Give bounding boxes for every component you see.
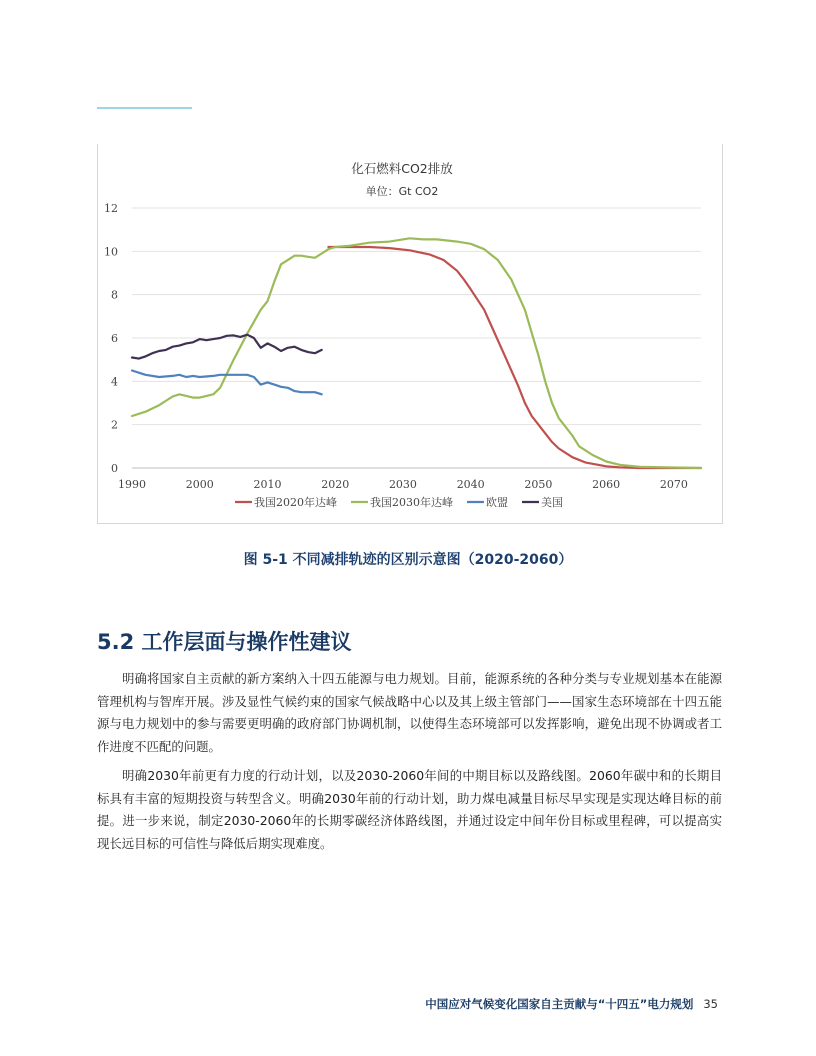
x-tick-label: 2020: [321, 478, 350, 491]
x-tick-label: 2040: [456, 478, 485, 491]
x-tick-label: 2070: [659, 478, 688, 491]
chart-series: [132, 238, 701, 468]
chart-subtitle: 单位：Gt CO2: [365, 185, 439, 198]
legend-label-3: 欧盟: [486, 496, 508, 509]
y-tick-label: 12: [104, 202, 118, 215]
section-title: 5.2 工作层面与操作性建议: [97, 630, 352, 654]
x-tick-label: 2010: [253, 478, 282, 491]
legend-label-2: 我国2030年达峰: [370, 496, 453, 509]
legend-label-4: 美国: [541, 496, 563, 509]
paragraph-1: 明确将国家自主贡献的新方案纳入十四五能源与电力规划。目前，能源系统的各种分类与专业规划基本在能源管理机构与智库开展。涉及显性气候约束的国家气候战略中心以及其上级主管部门——国家生态环境部在十四五能源与电力规划中的参与需要更明确的政府部门协调机制，以使得生态环境部可以发挥影响，避免出现不协调或者工作进度不匹配的问题。: [97, 671, 722, 754]
series-line-1: [328, 247, 701, 468]
emissions-line-chart: [98, 144, 722, 523]
page-number: 35: [703, 997, 718, 1011]
series-line-2: [132, 238, 701, 468]
figure-caption: 图 5-1 不同减排轨迹的区别示意图（2020-2060）: [243, 552, 573, 568]
y-tick-label: 8: [111, 288, 118, 302]
x-tick-label: 1990: [118, 478, 146, 491]
top-accent-rule: [97, 107, 192, 109]
series-line-3: [132, 371, 322, 395]
x-tick-label: 2050: [524, 478, 553, 491]
footer-title: 中国应对气候变化国家自主贡献与“十四五”电力规划: [425, 997, 694, 1011]
y-tick-label: 0: [111, 462, 118, 475]
x-tick-label: 2030: [388, 478, 417, 491]
y-tick-label: 10: [104, 245, 118, 259]
chart-legend: [235, 495, 563, 509]
y-tick-label: 4: [111, 375, 118, 389]
x-axis-ticks: [118, 478, 688, 491]
x-tick-label: 2060: [592, 478, 621, 491]
y-tick-label: 6: [111, 332, 118, 345]
paragraph-2: 明确2030年前更有力度的行动计划，以及2030-2060年间的中期目标以及路线图。2060年碳中和的长期目标具有丰富的短期投资与转型含义。明确2030年前的行动计划，助力煤电减量目标尽早实现是实现达峰目标的前提。进一步来说，制定2030-2060年的长期零碳经济体路线图，并通过设定中间年份目标或里程碑，可以提高实现长远目标的可信性与降低后期实现难度。: [97, 768, 722, 851]
x-tick-label: 2000: [185, 478, 214, 491]
page-footer: [425, 996, 718, 1012]
y-axis-ticks: [104, 202, 118, 475]
y-tick-label: 2: [111, 418, 118, 432]
legend-label-1: 我国2020年达峰: [254, 496, 337, 509]
chart-title: 化石燃料CO2排放: [351, 161, 453, 176]
chart-container: [97, 144, 723, 524]
